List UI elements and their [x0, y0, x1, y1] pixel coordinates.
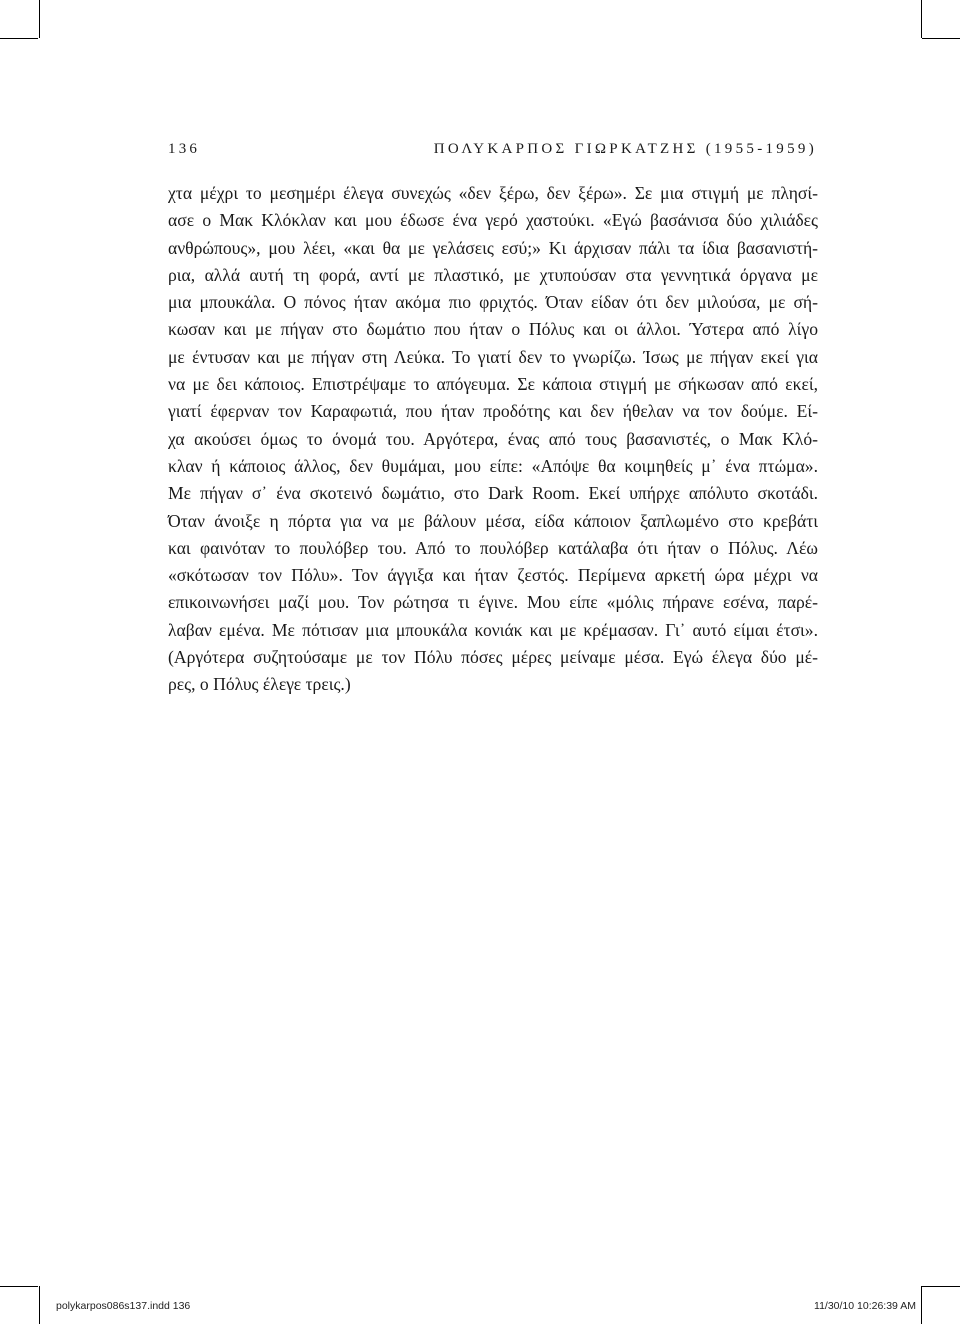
running-title: ΠΟΛΥΚΑΡΠΟΣ ΓΙΩΡΚΑΤΖΗΣ (1955-1959) [433, 141, 817, 157]
text-line: κλαν ή κάποιος άλλος, δεν θυμάμαι, μου είπε: «Απόψε θα κοιμηθείς μ᾽ ένα πτώμα». [168, 455, 818, 476]
text-line: μια μπουκάλα. Ο πόνος ήταν ακόμα πιο φριχτός. Όταν είδαν ότι δεν μιλούσα, με σή- [168, 292, 818, 313]
crop-mark [921, 0, 922, 38]
text-line: και φαινόταν το πουλόβερ του. Από το πουλόβερ κατάλαβα ότι ήταν ο Πόλυς. Λέω [168, 537, 818, 558]
text-line: «σκότωσαν τον Πόλυ». Τον άγγιξα και ήταν ζεστός. Περίμενα αρκετή ώρα μέχρι να [168, 565, 818, 586]
crop-mark [39, 1286, 40, 1324]
text-line: ασε ο Μακ Κλόκλαν και μου έδωσε ένα γερό χαστούκι. «Εγώ βασάνισα δύο χιλιάδες [168, 210, 818, 231]
page-number: 136 [168, 141, 201, 157]
crop-mark [0, 1286, 38, 1287]
text-line: ρια, αλλά αυτή τη φορά, αντί με πλαστικό, με χτυπούσαν στα γεννητικά όργανα με [168, 264, 818, 285]
body-text [168, 180, 818, 699]
print-slug [56, 1300, 916, 1316]
text-line: ανθρώπους», μου λέει, «και θα με γελάσεις εσύ;» Κι άρχισαν πάλι τα ίδια βασανιστή- [168, 237, 818, 258]
text-line: κωσαν και με πήγαν στο δωμάτιο που ήταν ο Πόλυς και οι άλλοι. Ύστερα από λίγο [168, 319, 818, 340]
running-header [168, 141, 817, 165]
text-line: ρες, ο Πόλυς έλεγε τρεις.) [168, 674, 351, 695]
text-line: Με πήγαν σ᾽ ένα σκοτεινό δωμάτιο, στο Dark Room. Εκεί υπήρχε απόλυτο σκοτάδι. [168, 483, 818, 504]
text-line: χα ακούσει όμως το όνομά του. Αργότερα, ένας από τους βασανιστές, ο Μακ Κλό- [168, 428, 818, 449]
crop-mark [922, 1286, 960, 1287]
text-line: λαβαν εμένα. Με πότισαν μια μπουκάλα κονιάκ και με κρέμασαν. Γι᾽ αυτό είμαι έτσι». [168, 619, 818, 640]
text-line: με έντυσαν και με πήγαν στη Λεύκα. Το γιατί δεν το γνωρίζω. Ίσως με πήγαν εκεί για [168, 346, 818, 367]
crop-mark [0, 38, 38, 39]
slug-timestamp: 11/30/10 10:26:39 AM [814, 1300, 916, 1312]
slug-filename: polykarpos086s137.indd 136 [56, 1300, 191, 1312]
text-line: (Αργότερα συζητούσαμε με τον Πόλυ πόσες μέρες μείναμε μέσα. Εγώ έλεγα δύο μέ- [168, 647, 818, 668]
text-line: χτα μέχρι το μεσημέρι έλεγα συνεχώς «δεν ξέρω, δεν ξέρω». Σε μια στιγμή με πλησί- [168, 183, 818, 203]
text-line: επικοινωνήσει μαζί μου. Τον ρώτησα τι έγινε. Μου είπε «μόλις πήρανε εσένα, παρέ- [168, 592, 818, 613]
text-line: γιατί έφερναν τον Καραφωτιά, που ήταν προδότης και δεν ήθελαν να τον δούμε. Εί- [168, 401, 818, 422]
text-line: να με δει κάποιος. Επιστρέψαμε το απόγευμα. Σε κάποια στιγμή με σήκωσαν από εκεί, [168, 374, 818, 395]
text-line: Όταν άνοιξε η πόρτα για να με βάλουν μέσα, είδα κάποιον ξαπλωμένο στο κρεβάτι [168, 510, 818, 531]
crop-mark [922, 38, 960, 39]
crop-mark [921, 1286, 922, 1324]
crop-mark [39, 0, 40, 38]
